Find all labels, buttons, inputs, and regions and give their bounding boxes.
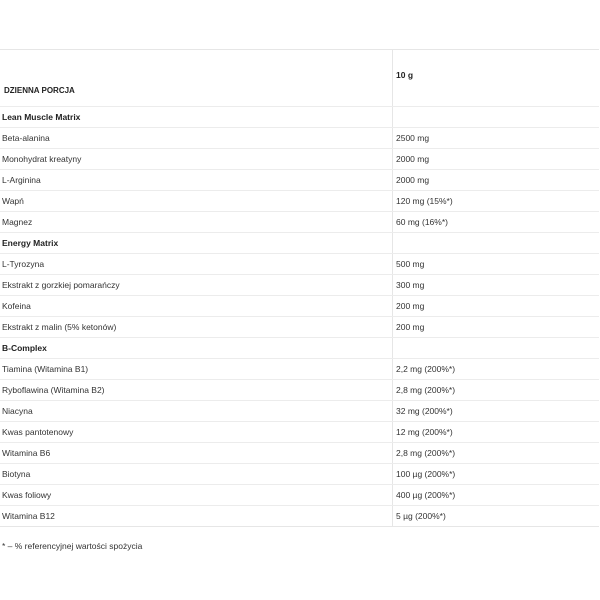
section-title: Lean Muscle Matrix — [0, 107, 393, 127]
ingredient-amount: 200 mg — [396, 301, 425, 311]
ingredient-name: Ryboflawina (Witamina B2) — [0, 380, 393, 400]
table-row — [0, 422, 599, 443]
ingredient-amount: 400 µg (200%*) — [396, 490, 456, 500]
ingredient-amount: 120 mg (15%*) — [396, 196, 453, 206]
ingredient-name: Kwas foliowy — [0, 485, 393, 505]
ingredient-amount: 2500 mg — [396, 133, 430, 143]
ingredient-name: Kofeina — [0, 296, 393, 316]
ingredient-name: Niacyna — [0, 401, 393, 421]
table-row — [0, 149, 599, 170]
ingredient-name: Wapń — [0, 191, 393, 211]
ingredient-amount: 2,2 mg (200%*) — [396, 364, 456, 374]
ingredient-amount — [393, 107, 599, 127]
ingredient-amount — [393, 338, 599, 358]
ingredient-name: Beta-alanina — [0, 128, 393, 148]
table-row — [0, 212, 599, 233]
ingredient-amount: 2000 mg — [396, 154, 430, 164]
header-label: DZIENNA PORCJA — [0, 50, 393, 106]
ingredient-name: Ekstrakt z gorzkiej pomarańczy — [0, 275, 393, 295]
ingredient-name: Tiamina (Witamina B1) — [0, 359, 393, 379]
ingredient-name: Kwas pantotenowy — [0, 422, 393, 442]
ingredient-name: Monohydrat kreatyny — [0, 149, 393, 169]
ingredient-amount — [393, 233, 599, 253]
ingredient-amount: 60 mg (16%*) — [396, 217, 448, 227]
table-row — [0, 128, 599, 149]
ingredient-amount: 32 mg (200%*) — [396, 406, 453, 416]
section-row — [0, 233, 599, 254]
section-row — [0, 338, 599, 359]
table-row — [0, 380, 599, 401]
ingredient-name: Witamina B6 — [0, 443, 393, 463]
header-serving: 10 g — [396, 70, 414, 80]
ingredient-name: L-Tyrozyna — [0, 254, 393, 274]
table-body — [0, 107, 599, 526]
table-row — [0, 170, 599, 191]
section-row — [0, 107, 599, 128]
table-header-row — [0, 50, 599, 107]
section-title: Energy Matrix — [0, 233, 393, 253]
table-row — [0, 401, 599, 422]
ingredient-amount: 500 mg — [396, 259, 425, 269]
ingredient-name: Ekstrakt z malin (5% ketonów) — [0, 317, 393, 337]
ingredient-name: L-Arginina — [0, 170, 393, 190]
ingredient-amount: 5 µg (200%*) — [396, 511, 446, 521]
ingredient-name: Biotyna — [0, 464, 393, 484]
table-row — [0, 275, 599, 296]
ingredient-amount: 2000 mg — [396, 175, 430, 185]
table-row — [0, 485, 599, 506]
footnote: * – % referencyjnej wartości spożycia — [2, 541, 143, 551]
table-row — [0, 464, 599, 485]
ingredient-name: Witamina B12 — [0, 506, 393, 526]
table-row — [0, 296, 599, 317]
ingredient-amount: 100 µg (200%*) — [396, 469, 456, 479]
ingredient-amount: 300 mg — [396, 280, 425, 290]
nutrition-table — [0, 49, 599, 527]
section-title: B-Complex — [0, 338, 393, 358]
table-row — [0, 506, 599, 526]
table-row — [0, 254, 599, 275]
table-row — [0, 191, 599, 212]
ingredient-amount: 2,8 mg (200%*) — [396, 385, 456, 395]
table-row — [0, 443, 599, 464]
table-row — [0, 359, 599, 380]
table-row — [0, 317, 599, 338]
ingredient-name: Magnez — [0, 212, 393, 232]
ingredient-amount: 200 mg — [396, 322, 425, 332]
ingredient-amount: 12 mg (200%*) — [396, 427, 453, 437]
ingredient-amount: 2,8 mg (200%*) — [396, 448, 456, 458]
